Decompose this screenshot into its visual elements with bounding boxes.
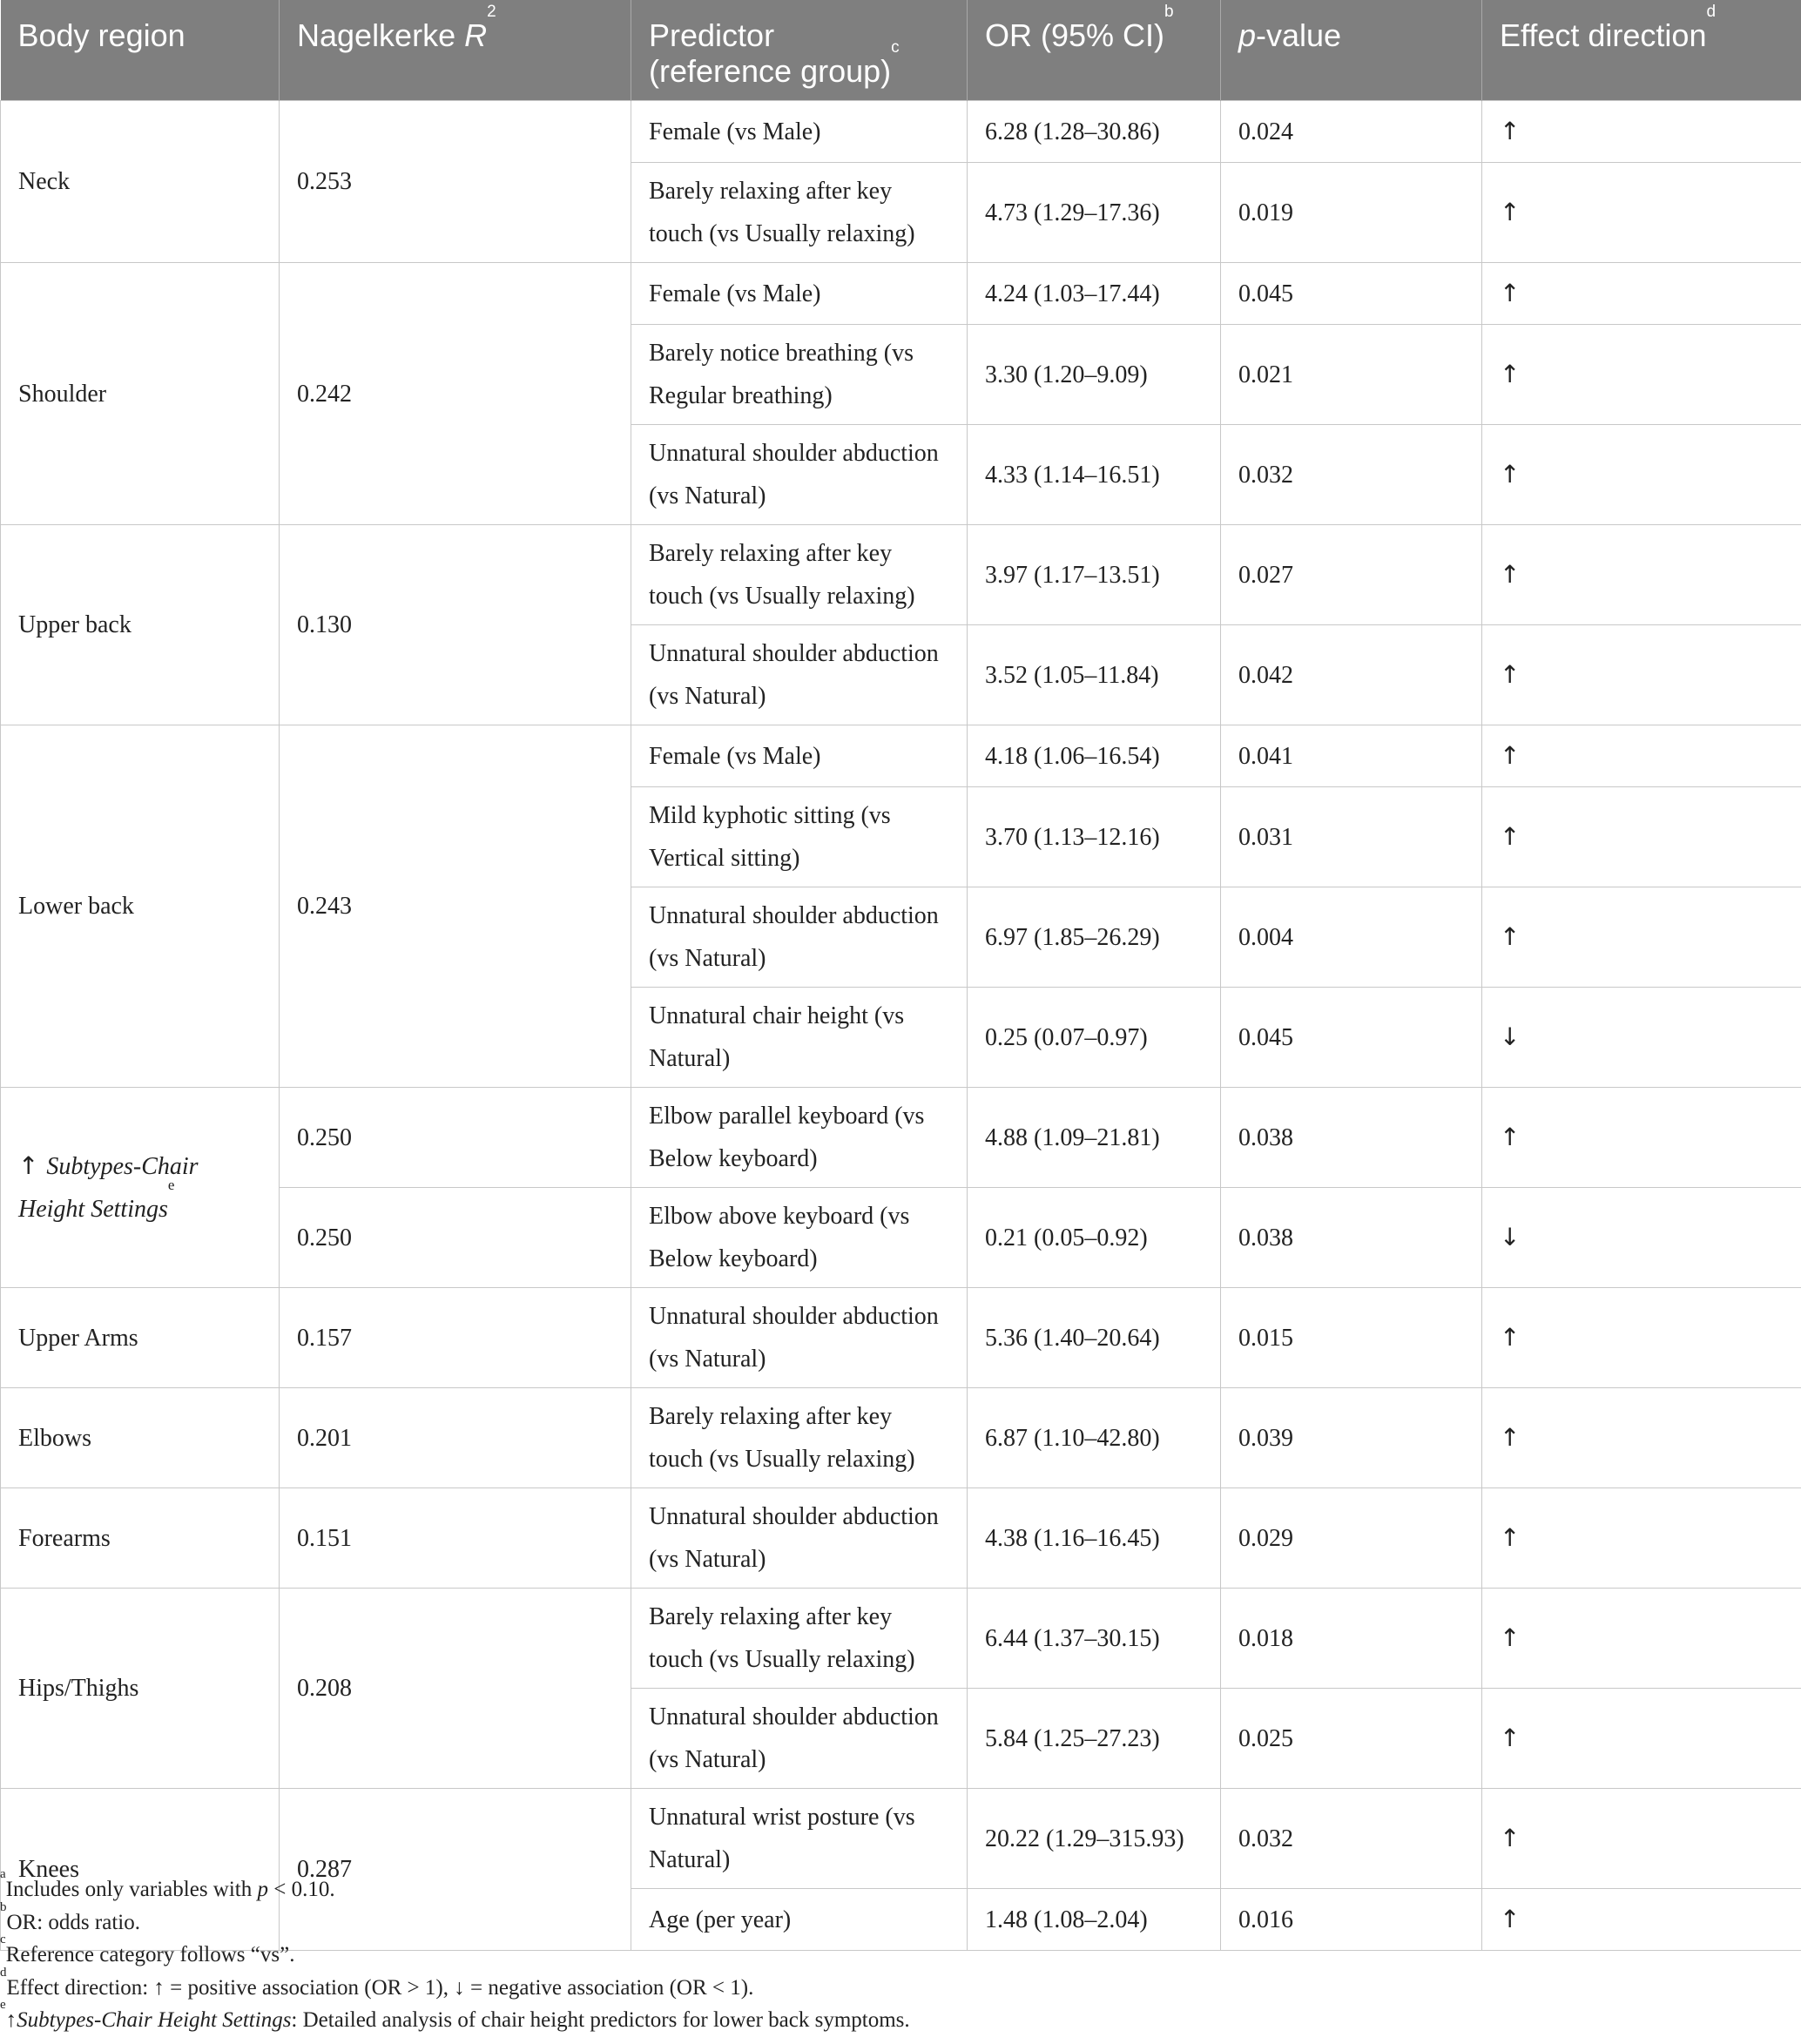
odds-ratio-cell: 4.38 (1.16–16.45) — [968, 1488, 1221, 1589]
footnote-text: Effect direction: ↑ = positive association (OR > 1), ↓ = negative association (OR < 1). — [6, 1975, 754, 2000]
footnote — [0, 1965, 1801, 2005]
body-region-label: Lower back — [18, 893, 134, 920]
effect-direction-cell — [1482, 163, 1801, 263]
header-or — [968, 0, 1221, 101]
odds-ratio-cell: 4.24 (1.03–17.44) — [968, 263, 1221, 325]
table-row — [1, 525, 1801, 625]
predictor-cell: Barely relaxing after key touch (vs Usually relaxing) — [631, 163, 968, 263]
table-row — [1, 101, 1801, 163]
body-region-label: Upper back — [18, 611, 132, 638]
effect-arrow-icon: ↑ — [1500, 1824, 1521, 1852]
header-p-rest: -value — [1256, 17, 1342, 53]
effect-direction-cell — [1482, 325, 1801, 425]
body-region-label: Forearms — [18, 1524, 111, 1552]
p-value-cell: 0.039 — [1221, 1388, 1482, 1488]
nagelkerke-r2-cell: 0.151 — [280, 1488, 631, 1589]
predictor-cell: Barely relaxing after key touch (vs Usually relaxing) — [631, 1589, 968, 1689]
predictor-cell: Female (vs Male) — [631, 101, 968, 163]
header-nagelkerke-r2 — [280, 0, 631, 101]
header-predictor-line1: Predictor — [649, 17, 775, 53]
header-predictor-line2: (reference group) — [649, 53, 892, 89]
effect-arrow-icon: ↑ — [1500, 741, 1521, 770]
effect-direction-cell — [1482, 1388, 1801, 1488]
table-body — [1, 101, 1801, 1951]
effect-direction-cell — [1482, 887, 1801, 988]
footnote — [0, 1933, 1801, 1972]
effect-direction-cell — [1482, 1188, 1801, 1288]
header-r2-sup: 2 — [487, 3, 496, 21]
header-body-region — [1, 0, 280, 101]
header-p-var: p — [1238, 17, 1257, 53]
odds-ratio-cell: 4.18 (1.06–16.54) — [968, 725, 1221, 787]
p-value-cell: 0.029 — [1221, 1488, 1482, 1589]
footnote-text: ↑ — [5, 2008, 17, 2032]
header-effect-sup: d — [1706, 3, 1717, 21]
nagelkerke-r2-cell: 0.157 — [280, 1288, 631, 1388]
nagelkerke-r2-cell: 0.208 — [280, 1589, 631, 1789]
nagelkerke-r2-cell: 0.201 — [280, 1388, 631, 1488]
odds-ratio-cell: 20.22 (1.29–315.93) — [968, 1789, 1221, 1889]
p-value-cell: 0.042 — [1221, 625, 1482, 725]
odds-ratio-cell: 3.30 (1.20–9.09) — [968, 325, 1221, 425]
footnote-marker: e — [0, 1998, 6, 2012]
footnote-text: Includes only variables with — [5, 1878, 258, 1901]
effect-arrow-icon: ↑ — [1500, 1905, 1521, 1933]
effect-arrow-icon: ↑ — [1500, 1724, 1521, 1752]
p-value-cell: 0.045 — [1221, 988, 1482, 1088]
predictor-cell: Mild kyphotic sitting (vs Vertical sitting) — [631, 787, 968, 887]
body-region-cell — [1, 101, 280, 263]
predictor-cell: Female (vs Male) — [631, 725, 968, 787]
nagelkerke-r2-cell: 0.242 — [280, 263, 631, 525]
effect-direction-cell — [1482, 1288, 1801, 1388]
body-region-sup: e — [167, 1177, 175, 1193]
effect-arrow-icon: ↑ — [1500, 198, 1521, 226]
p-value-cell: 0.032 — [1221, 425, 1482, 525]
odds-ratio-cell: 6.87 (1.10–42.80) — [968, 1388, 1221, 1488]
region-arrow-icon: ↑ — [18, 1151, 47, 1180]
table-row — [1, 1488, 1801, 1589]
predictor-cell: Elbow above keyboard (vs Below keyboard) — [631, 1188, 968, 1288]
effect-direction-cell — [1482, 1589, 1801, 1689]
predictor-cell: Female (vs Male) — [631, 263, 968, 325]
predictor-cell: Barely relaxing after key touch (vs Usually relaxing) — [631, 1388, 968, 1488]
p-value-cell: 0.031 — [1221, 787, 1482, 887]
effect-arrow-icon: ↓ — [1500, 1022, 1521, 1051]
odds-ratio-cell: 4.73 (1.29–17.36) — [968, 163, 1221, 263]
footnote-marker: c — [0, 1933, 6, 1946]
predictor-cell: Unnatural shoulder abduction (vs Natural) — [631, 887, 968, 988]
header-predictor — [631, 0, 968, 101]
body-region-label: Subtypes-Chair Height Settings — [18, 1153, 199, 1223]
nagelkerke-r2-cell: 0.287 — [280, 1789, 631, 1951]
footnote-marker: b — [0, 1899, 7, 1914]
odds-ratio-cell: 6.97 (1.85–26.29) — [968, 887, 1221, 988]
odds-ratio-cell: 4.88 (1.09–21.81) — [968, 1088, 1221, 1188]
header-r2-var: R — [464, 17, 488, 53]
effect-direction-cell — [1482, 263, 1801, 325]
table-row — [1, 725, 1801, 787]
nagelkerke-r2-cell: 0.130 — [280, 525, 631, 725]
p-value-cell: 0.038 — [1221, 1088, 1482, 1188]
effect-arrow-icon: ↑ — [1500, 117, 1521, 145]
footnote-text: p — [257, 1878, 268, 1901]
effect-direction-cell — [1482, 725, 1801, 787]
p-value-cell: 0.019 — [1221, 163, 1482, 263]
footnote — [0, 1899, 1801, 1939]
effect-direction-cell — [1482, 425, 1801, 525]
effect-arrow-icon: ↑ — [1500, 1523, 1521, 1552]
body-region-cell — [1, 1288, 280, 1388]
header-body-region-label: Body region — [17, 17, 185, 53]
header-effect-label: Effect direction — [1500, 17, 1707, 53]
footnote-marker: d — [0, 1965, 7, 1980]
header-predictor-sup: c — [891, 38, 900, 57]
body-region-label: Upper Arms — [18, 1324, 138, 1352]
predictor-cell: Elbow parallel keyboard (vs Below keyboard) — [631, 1088, 968, 1188]
effect-arrow-icon: ↑ — [1500, 279, 1521, 307]
predictor-cell: Unnatural wrist posture (vs Natural) — [631, 1789, 968, 1889]
effect-arrow-icon: ↑ — [1500, 1623, 1521, 1652]
body-region-label: Hips/Thighs — [18, 1675, 139, 1702]
odds-ratio-cell: 5.36 (1.40–20.64) — [968, 1288, 1221, 1388]
predictor-cell: Unnatural shoulder abduction (vs Natural) — [631, 1288, 968, 1388]
footnote-text: < 0.10. — [268, 1878, 335, 1901]
effect-arrow-icon: ↑ — [1500, 1123, 1521, 1151]
table-row — [1, 263, 1801, 325]
effect-direction-cell — [1482, 525, 1801, 625]
odds-ratio-cell: 1.48 (1.08–2.04) — [968, 1889, 1221, 1951]
predictor-cell: Age (per year) — [631, 1889, 968, 1951]
effect-direction-cell — [1482, 1088, 1801, 1188]
effect-arrow-icon: ↑ — [1500, 822, 1521, 851]
effect-arrow-icon: ↑ — [1500, 922, 1521, 951]
odds-ratio-cell: 0.25 (0.07–0.97) — [968, 988, 1221, 1088]
body-region-cell — [1, 1088, 280, 1288]
effect-arrow-icon: ↑ — [1500, 360, 1521, 388]
effect-direction-cell — [1482, 101, 1801, 163]
nagelkerke-r2-cell: 0.250 — [280, 1188, 631, 1288]
p-value-cell: 0.021 — [1221, 325, 1482, 425]
p-value-cell: 0.016 — [1221, 1889, 1482, 1951]
effect-direction-cell — [1482, 1689, 1801, 1789]
table-header — [1, 0, 1801, 101]
body-region-label: Neck — [18, 168, 71, 195]
p-value-cell: 0.041 — [1221, 725, 1482, 787]
body-region-cell — [1, 525, 280, 725]
predictor-cell: Unnatural shoulder abduction (vs Natural) — [631, 625, 968, 725]
odds-ratio-cell: 6.28 (1.28–30.86) — [968, 101, 1221, 163]
effect-arrow-icon: ↑ — [1500, 460, 1521, 489]
effect-arrow-icon: ↑ — [1500, 1423, 1521, 1452]
table-row — [1, 1288, 1801, 1388]
body-region-cell — [1, 1589, 280, 1789]
header-row — [1, 0, 1801, 101]
odds-ratio-cell: 0.21 (0.05–0.92) — [968, 1188, 1221, 1288]
body-region-cell — [1, 263, 280, 525]
body-region-cell — [1, 1488, 280, 1589]
nagelkerke-r2-cell: 0.243 — [280, 725, 631, 1088]
effect-direction-cell — [1482, 988, 1801, 1088]
body-region-label: Elbows — [18, 1424, 91, 1452]
odds-ratio-cell: 3.97 (1.17–13.51) — [968, 525, 1221, 625]
header-p-value — [1221, 0, 1482, 101]
body-region-cell — [1, 725, 280, 1088]
effect-arrow-icon: ↑ — [1500, 1323, 1521, 1352]
effect-arrow-icon: ↑ — [1500, 560, 1521, 589]
p-value-cell: 0.038 — [1221, 1188, 1482, 1288]
footnote-marker: a — [0, 1867, 6, 1881]
predictor-cell: Barely notice breathing (vs Regular breathing) — [631, 325, 968, 425]
odds-ratio-cell: 5.84 (1.25–27.23) — [968, 1689, 1221, 1789]
p-value-cell: 0.032 — [1221, 1789, 1482, 1889]
odds-ratio-cell: 3.70 (1.13–12.16) — [968, 787, 1221, 887]
p-value-cell: 0.018 — [1221, 1589, 1482, 1689]
header-or-sup: b — [1164, 3, 1174, 21]
predictor-cell: Unnatural shoulder abduction (vs Natural) — [631, 1488, 968, 1589]
predictor-cell: Unnatural shoulder abduction (vs Natural) — [631, 1689, 968, 1789]
odds-ratio-cell: 4.33 (1.14–16.51) — [968, 425, 1221, 525]
effect-direction-cell — [1482, 1488, 1801, 1589]
effect-arrow-icon: ↑ — [1500, 660, 1521, 689]
nagelkerke-r2-cell: 0.250 — [280, 1088, 631, 1188]
effect-direction-cell — [1482, 625, 1801, 725]
predictor-cell: Unnatural shoulder abduction (vs Natural) — [631, 425, 968, 525]
nagelkerke-r2-cell: 0.253 — [280, 101, 631, 263]
table-row — [1, 1388, 1801, 1488]
footnote-text: Subtypes-Chair Height Settings — [17, 2008, 292, 2032]
p-value-cell: 0.024 — [1221, 101, 1482, 163]
p-value-cell: 0.027 — [1221, 525, 1482, 625]
effect-arrow-icon: ↓ — [1500, 1223, 1521, 1251]
odds-ratio-cell: 6.44 (1.37–30.15) — [968, 1589, 1221, 1689]
header-or-label: OR (95% CI) — [985, 17, 1165, 53]
p-value-cell: 0.025 — [1221, 1689, 1482, 1789]
table-row — [1, 1589, 1801, 1689]
footnote — [0, 1998, 1801, 2037]
predictor-cell: Barely relaxing after key touch (vs Usually relaxing) — [631, 525, 968, 625]
header-r2-prefix: Nagelkerke — [297, 17, 465, 53]
footnote-text: : Detailed analysis of chair height predictors for lower back symptoms. — [291, 2008, 910, 2032]
footnote-text: OR: odds ratio. — [6, 1910, 140, 1934]
p-value-cell: 0.004 — [1221, 887, 1482, 988]
p-value-cell: 0.015 — [1221, 1288, 1482, 1388]
effect-direction-cell — [1482, 787, 1801, 887]
body-region-label: Shoulder — [18, 380, 107, 408]
footnote-text: Reference category follows “vs”. — [5, 1943, 295, 1966]
odds-ratio-cell: 3.52 (1.05–11.84) — [968, 625, 1221, 725]
header-effect-direction — [1482, 0, 1801, 101]
p-value-cell: 0.045 — [1221, 263, 1482, 325]
predictor-cell: Unnatural chair height (vs Natural) — [631, 988, 968, 1088]
body-region-cell — [1, 1388, 280, 1488]
table-row — [1, 1088, 1801, 1188]
body-region-label: Knees — [18, 1856, 79, 1883]
